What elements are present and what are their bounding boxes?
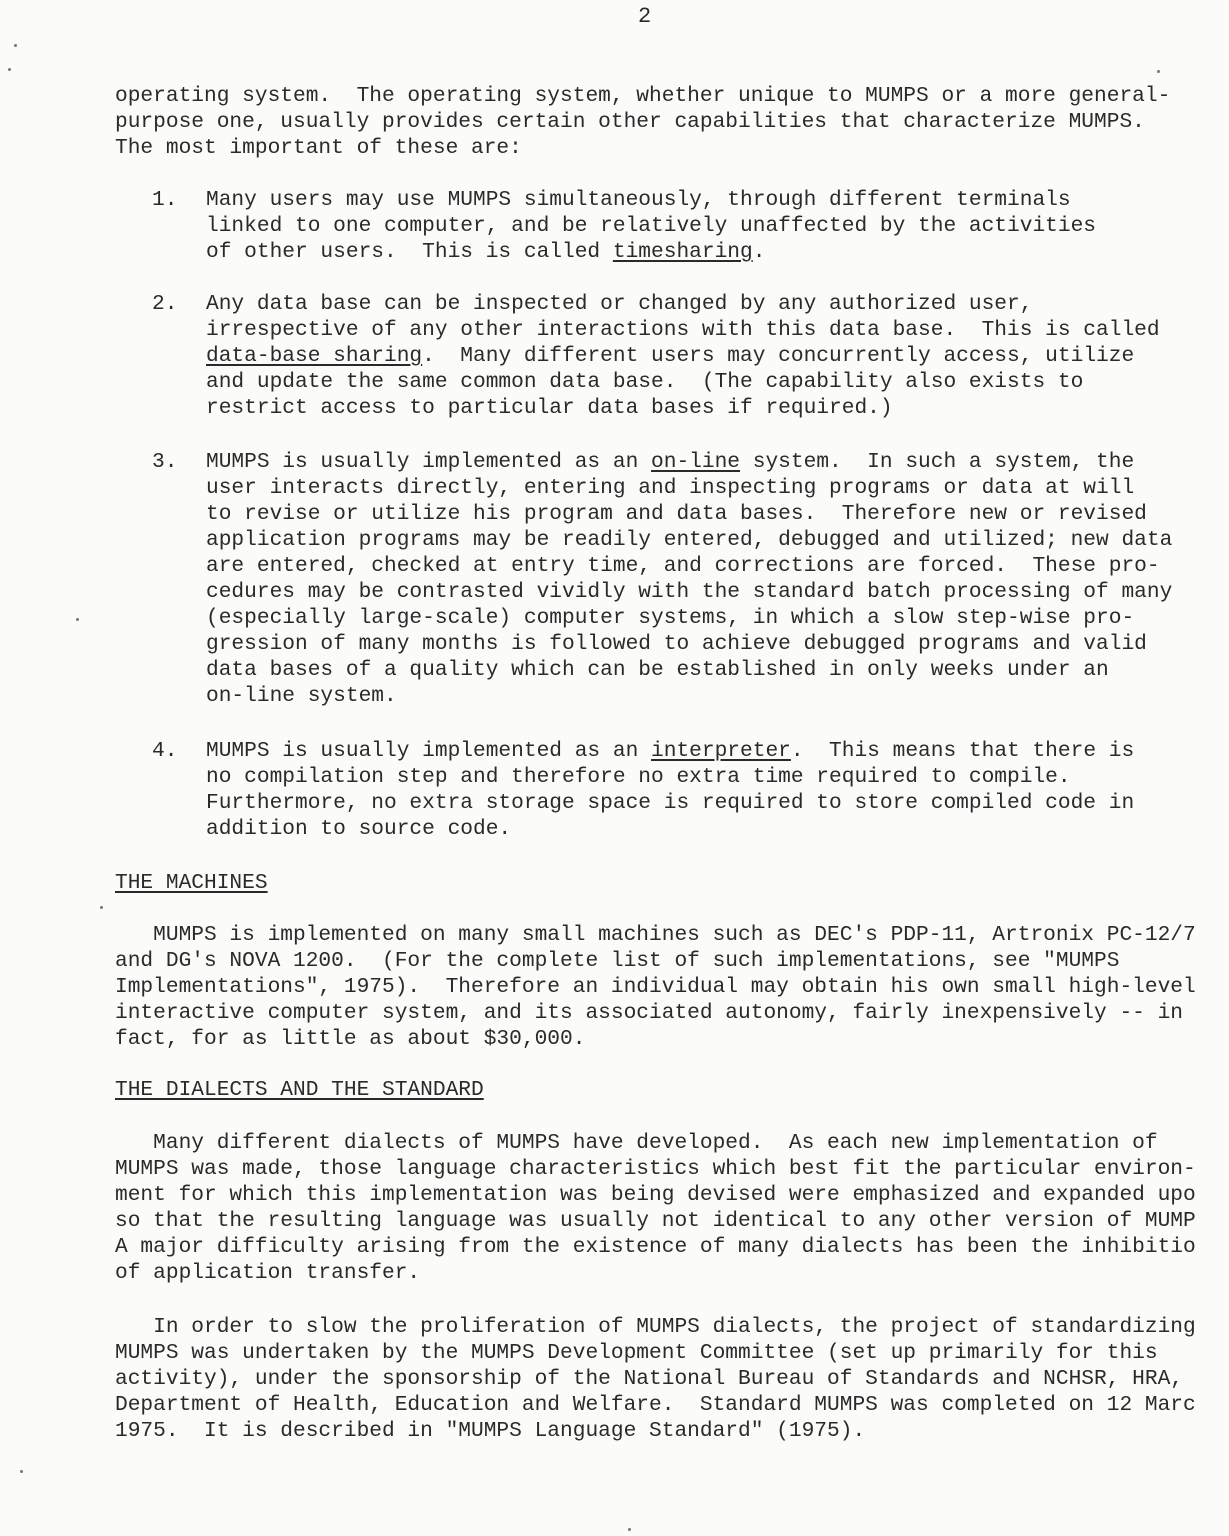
- item-line: irrespective of any other interactions with this data base. This is called: [206, 318, 1160, 342]
- paragraph-line: A major difficulty arising from the existence of many dialects has been the inhibitio: [115, 1235, 1196, 1259]
- paragraph-line: MUMPS was undertaken by the MUMPS Development Committee (set up primarily for this: [115, 1341, 1158, 1365]
- item-line: cedures may be contrasted vividly with the standard batch processing of many: [206, 580, 1173, 604]
- paragraph-line: MUMPS was made, those language characteristics which best fit the particular environ-: [115, 1157, 1196, 1181]
- item-line: restrict access to particular data bases if required.): [206, 396, 893, 420]
- paragraph-line: Many different dialects of MUMPS have developed. As each new implementation of: [115, 1131, 1158, 1155]
- section-heading: THE MACHINES: [115, 871, 268, 895]
- paragraph-line: and DG's NOVA 1200. (For the complete list of such implementations, see "MUMPS: [115, 949, 1120, 973]
- intro-line: operating system. The operating system, whether unique to MUMPS or a more general-: [115, 84, 1171, 108]
- item-line: MUMPS is usually implemented as an on-line system. In such a system, the: [206, 450, 1135, 474]
- scan-speck: [100, 906, 103, 909]
- paragraph-line: Department of Health, Education and Welfare. Standard MUMPS was completed on 12 Marc: [115, 1393, 1196, 1417]
- item-line: linked to one computer, and be relatively unaffected by the activities: [206, 214, 1097, 238]
- item-line: (especially large-scale) computer systems, in which a slow step-wise pro-: [206, 606, 1135, 630]
- scan-speck: [8, 68, 11, 71]
- item-line: and update the same common data base. (The capability also exists to: [206, 370, 1084, 394]
- term-data-base-sharing: data-base sharing: [206, 344, 423, 368]
- item-number: 1.: [152, 188, 178, 212]
- item-line: of other users. This is called timesharing.: [206, 240, 766, 264]
- paragraph-line: interactive computer system, and its associated autonomy, fairly inexpensively -- in: [115, 1001, 1184, 1025]
- scan-speck: [1157, 70, 1160, 73]
- item-line: Any data base can be inspected or changed by any authorized user,: [206, 292, 1033, 316]
- item-number: 2.: [152, 292, 178, 316]
- item-line: on-line system.: [206, 684, 397, 708]
- item-line: are entered, checked at entry time, and corrections are forced. These pro-: [206, 554, 1160, 578]
- item-line: no compilation step and therefore no extra time required to compile.: [206, 765, 1071, 789]
- paragraph-line: Implementations", 1975). Therefore an individual may obtain his own small high-level: [115, 975, 1196, 999]
- term-on-line: on-line: [651, 450, 741, 474]
- page-number: 2: [638, 4, 652, 29]
- item-line: to revise or utilize his program and data bases. Therefore new or revised: [206, 502, 1147, 526]
- paragraph-line: of application transfer.: [115, 1261, 421, 1285]
- paragraph-line: fact, for as little as about $30,000.: [115, 1027, 586, 1051]
- item-line: MUMPS is usually implemented as an interpreter. This means that there is: [206, 739, 1135, 763]
- intro-line: The most important of these are:: [115, 136, 522, 160]
- scan-speck: [76, 618, 79, 621]
- item-line: data bases of a quality which can be established in only weeks under an: [206, 658, 1109, 682]
- paragraph-line: 1975. It is described in "MUMPS Language Standard" (1975).: [115, 1419, 866, 1443]
- item-line: addition to source code.: [206, 817, 512, 841]
- section-heading: THE DIALECTS AND THE STANDARD: [115, 1078, 484, 1102]
- item-line: data-base sharing. Many different users may concurrently access, utilize: [206, 344, 1135, 368]
- paragraph-line: ment for which this implementation was being devised were emphasized and expanded upo: [115, 1183, 1196, 1207]
- scan-speck: [20, 1470, 23, 1473]
- paragraph-line: so that the resulting language was usually not identical to any other version of MUMP: [115, 1209, 1196, 1233]
- item-line: Many users may use MUMPS simultaneously, through different terminals: [206, 188, 1071, 212]
- scan-speck: [14, 44, 17, 47]
- intro-line: purpose one, usually provides certain other capabilities that characterize MUMPS.: [115, 110, 1145, 134]
- item-line: Furthermore, no extra storage space is required to store compiled code in: [206, 791, 1135, 815]
- paragraph-line: activity), under the sponsorship of the National Bureau of Standards and NCHSR, HRA,: [115, 1367, 1184, 1391]
- item-number: 4.: [152, 739, 178, 763]
- term-interpreter: interpreter: [651, 739, 791, 763]
- scan-speck: [628, 1528, 631, 1531]
- item-line: application programs may be readily entered, debugged and utilized; new data: [206, 528, 1173, 552]
- paragraph-line: MUMPS is implemented on many small machines such as DEC's PDP-11, Artronix PC-12/7: [115, 923, 1196, 947]
- paragraph-line: In order to slow the proliferation of MUMPS dialects, the project of standardizing: [115, 1315, 1196, 1339]
- item-number: 3.: [152, 450, 178, 474]
- item-line: user interacts directly, entering and inspecting programs or data at will: [206, 476, 1135, 500]
- term-timesharing: timesharing: [612, 240, 753, 264]
- item-line: gression of many months is followed to achieve debugged programs and valid: [206, 632, 1147, 656]
